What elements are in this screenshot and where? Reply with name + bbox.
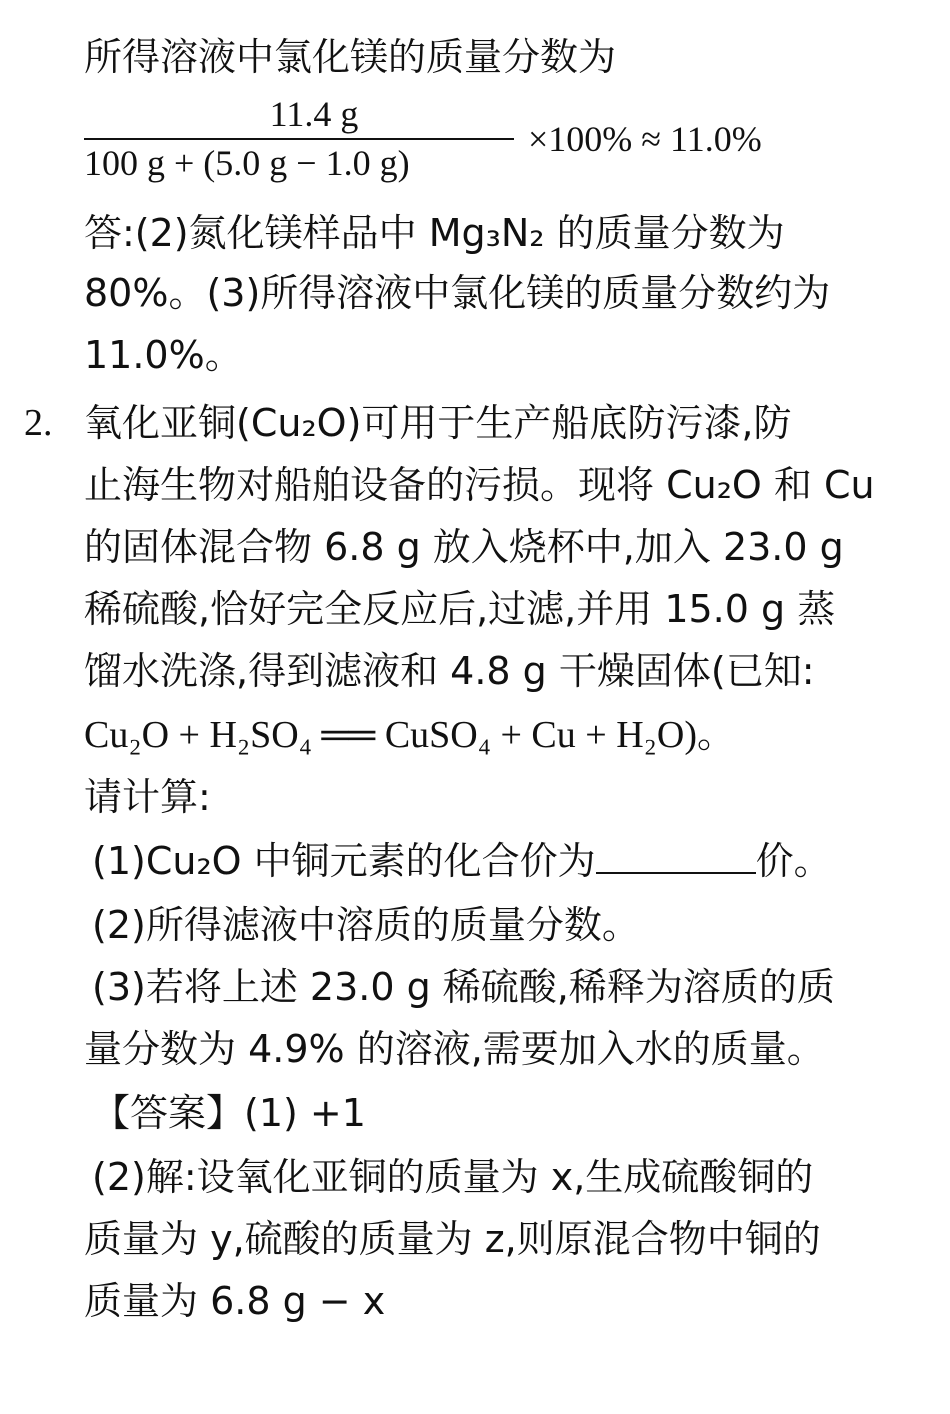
answer-line: 80%。(3)所得溶液中氯化镁的质量分数约为 [84,271,831,315]
answer-line: 11.0%。 [84,333,243,377]
fraction-result: ×100% ≈ 11.0% [528,119,762,159]
sub-question-3: 量分数为 4.9% 的溶液,需要加入水的质量。 [84,1027,825,1071]
solution-line: (2)解:设氧化亚铜的质量为 x,生成硫酸铜的 [92,1155,814,1199]
question-line: 稀硫酸,恰好完全反应后,过滤,并用 15.0 g 蒸 [84,587,836,631]
fraction-denominator: 100 g + (5.0 g − 1.0 g) [84,143,410,183]
fraction-numerator: 11.4 g [269,94,359,134]
fraction [84,92,514,186]
answer-label: 【答案】(1) +1 [92,1091,366,1135]
sub-question-1 [92,836,832,886]
question-line: 馏水洗涤,得到滤液和 4.8 g 干燥固体(已知: [84,649,815,693]
solution-line: 质量为 6.8 g − x [84,1279,386,1323]
sub-question-1-suffix: 价。 [755,839,832,883]
text-line: 所得溶液中氯化镁的质量分数为 [84,35,617,79]
solution-line: 质量为 y,硫酸的质量为 z,则原混合物中铜的 [84,1217,821,1261]
question-line: 氧化亚铜(Cu₂O)可用于生产船底防污漆,防 [84,401,792,445]
question-number: 2. [24,402,53,444]
question-line: 请计算: [84,775,211,819]
answer-line: 答:(2)氮化镁样品中 Mg₃N₂ 的质量分数为 [84,211,785,255]
sub-question-2: (2)所得滤液中溶质的质量分数。 [92,903,640,947]
question-line: 的固体混合物 6.8 g 放入烧杯中,加入 23.0 g [84,525,844,569]
chemical-equation: Cu₂O + H₂SO₄ ══ CuSO₄ + Cu + H₂O)。 [84,714,735,756]
answer-blank[interactable] [596,840,756,874]
sub-question-1-prefix: (1)Cu₂O 中铜元素的化合价为 [92,839,596,883]
question-line: 止海生物对船舶设备的污损。现将 Cu₂O 和 Cu [84,463,875,507]
sub-question-3: (3)若将上述 23.0 g 稀硫酸,稀释为溶质的质 [92,965,835,1009]
